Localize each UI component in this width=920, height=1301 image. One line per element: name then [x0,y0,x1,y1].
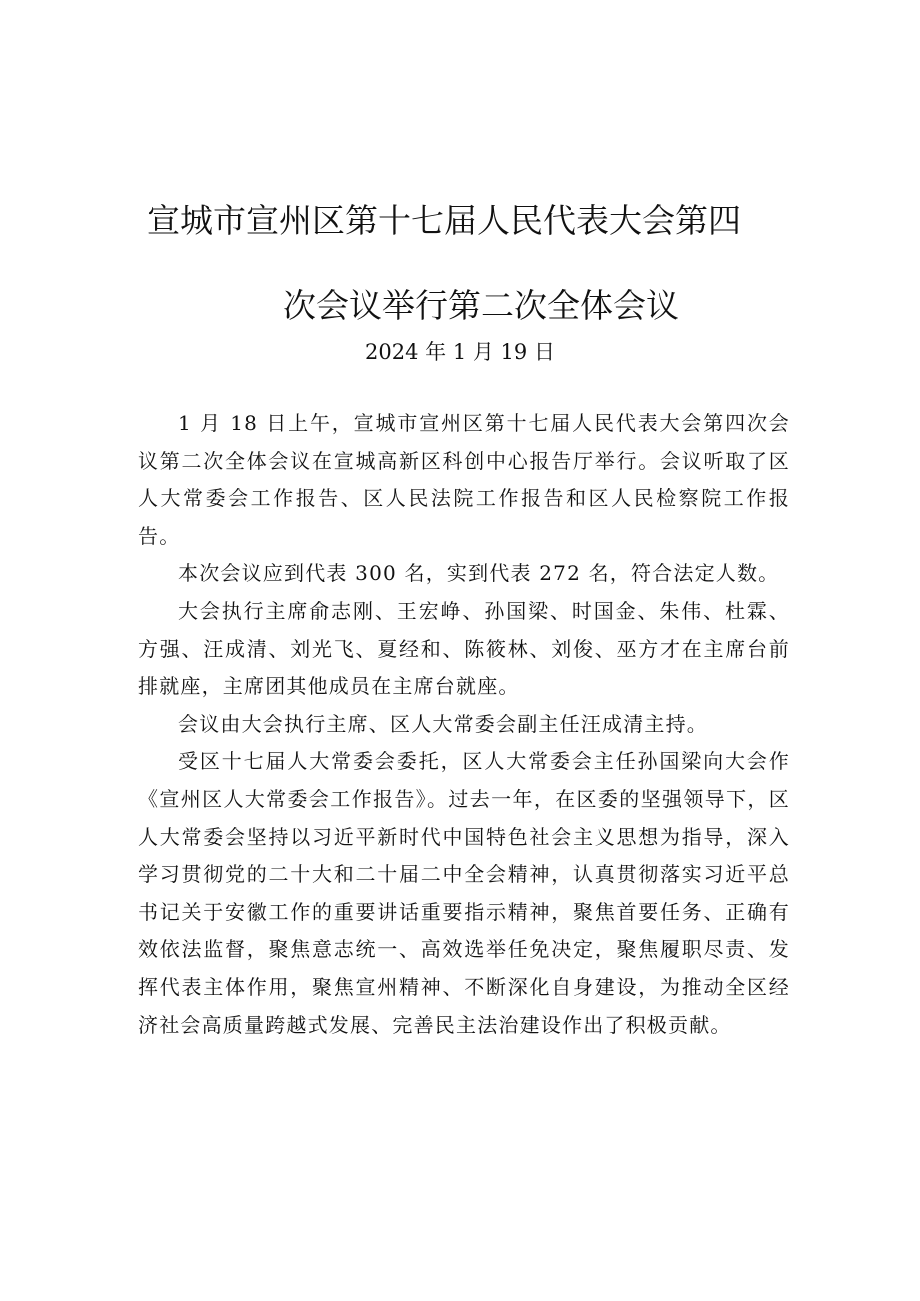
paragraph-1: 1 月 18 日上午，宣城市宣州区第十七届人民代表大会第四次会议第二次全体会议在宣城高新区科创中心报告厅举行。会议听取了区人大常委会工作报告、区人民法院工作报告和区人民检察院工作报告。 [138,411,790,548]
page-title-line-1: 宣城市宣州区第十七届人民代表大会第四 [147,201,741,240]
paragraph-4: 会议由大会执行主席、区人大常委会副主任汪成清主持。 [178,711,708,736]
publish-date: 2024 年 1 月 19 日 [365,340,555,364]
paragraph-2: 本次会议应到代表 300 名，实到代表 272 名，符合法定人数。 [178,561,780,586]
page-title-line-2: 次会议举行第二次全体会议 [283,286,679,325]
paragraph-3: 大会执行主席俞志刚、王宏峥、孙国梁、时国金、朱伟、杜霖、方强、汪成清、刘光飞、夏经和、陈筱林、刘俊、巫方才在主席台前排就座，主席团其他成员在主席台就座。 [138,598,790,699]
paragraph-5: 受区十七届人大常委会委托，区人大常委会主任孙国梁向大会作《宣州区人大常委会工作报告》。过去一年，在区委的坚强领导下，区人大常委会坚持以习近平新时代中国特色社会主义思想为指导，深入学习贯彻党的二十大和二十届二中全会精神，认真贯彻落实习近平总书记关于安徽工作的重要讲话重要指示精神，聚焦首要任务、正确有效依法监督，聚焦意志统一、高效选举任免决定，聚焦履职尽责、发挥代表主体作用，聚焦宣州精神、不断深化自身建设，为推动全区经济社会高质量跨越式发展、完善民主法治建设作出了积极贡献。 [138,749,790,1037]
article-body [138,405,790,1044]
